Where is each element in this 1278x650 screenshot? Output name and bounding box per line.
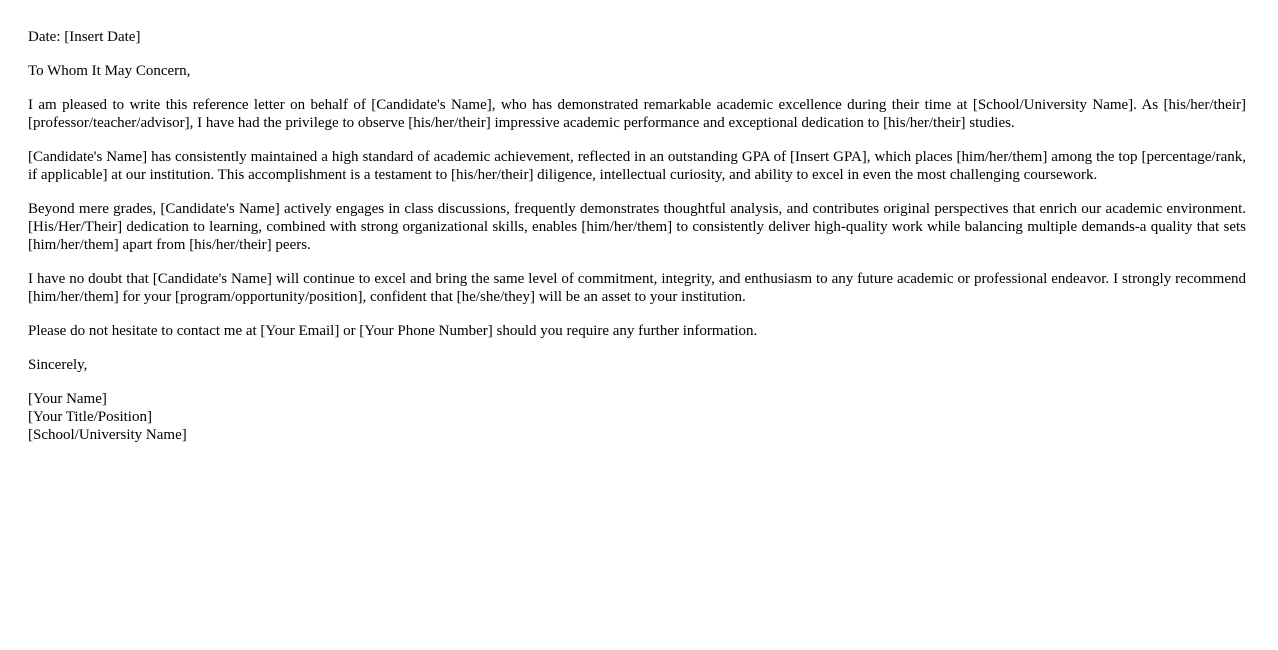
body-paragraph-engagement: Beyond mere grades, [Candidate's Name] actively engages in class discussions, frequently demonstrates thoughtful analysis, and contributes original perspectives that enrich our academic environment. [His/Her/Their] dedication to learning, combined with strong organizational skills, enables [him/her/them] to consistently deliver high-quality work while balancing multiple demands-a quality that sets [him/her/them] apart from [his/her/their] peers.: [28, 201, 1246, 253]
body-paragraph-contact: Please do not hesitate to contact me at [Your Email] or [Your Phone Number] should you require any further information.: [28, 323, 758, 339]
signature-school: [School/University Name]: [28, 427, 187, 443]
reference-letter: [28, 28, 1246, 444]
body-paragraph-recommendation: I have no doubt that [Candidate's Name] will continue to excel and bring the same level of commitment, integrity, and enthusiasm to any future academic or professional endeavor. I strongly recommend [him/her/them] for your [program/opportunity/position], confident that [he/she/they] will be an asset to your institution.: [28, 271, 1246, 305]
body-paragraph-gpa: [Candidate's Name] has consistently maintained a high standard of academic achievement, reflected in an outstanding GPA of [Insert GPA], which places [him/her/them] among the top [percentage/rank, if applicable] at our institution. This accomplishment is a testament to [his/her/their] diligence, intellectual curiosity, and ability to excel in even the most challenging coursework.: [28, 149, 1246, 183]
date-line: Date: [Insert Date]: [28, 29, 141, 45]
closing: Sincerely,: [28, 357, 88, 373]
salutation: To Whom It May Concern,: [28, 63, 191, 79]
signature-name: [Your Name]: [28, 391, 107, 407]
signature-block: [28, 390, 1246, 444]
signature-title: [Your Title/Position]: [28, 409, 152, 425]
body-paragraph-introduction: I am pleased to write this reference letter on behalf of [Candidate's Name], who has demonstrated remarkable academic excellence during their time at [School/University Name]. As [his/her/their] [professor/teacher/advisor], I have had the privilege to observe [his/her/their] impressive academic performance and exceptional dedication to [his/her/their] studies.: [28, 97, 1246, 131]
